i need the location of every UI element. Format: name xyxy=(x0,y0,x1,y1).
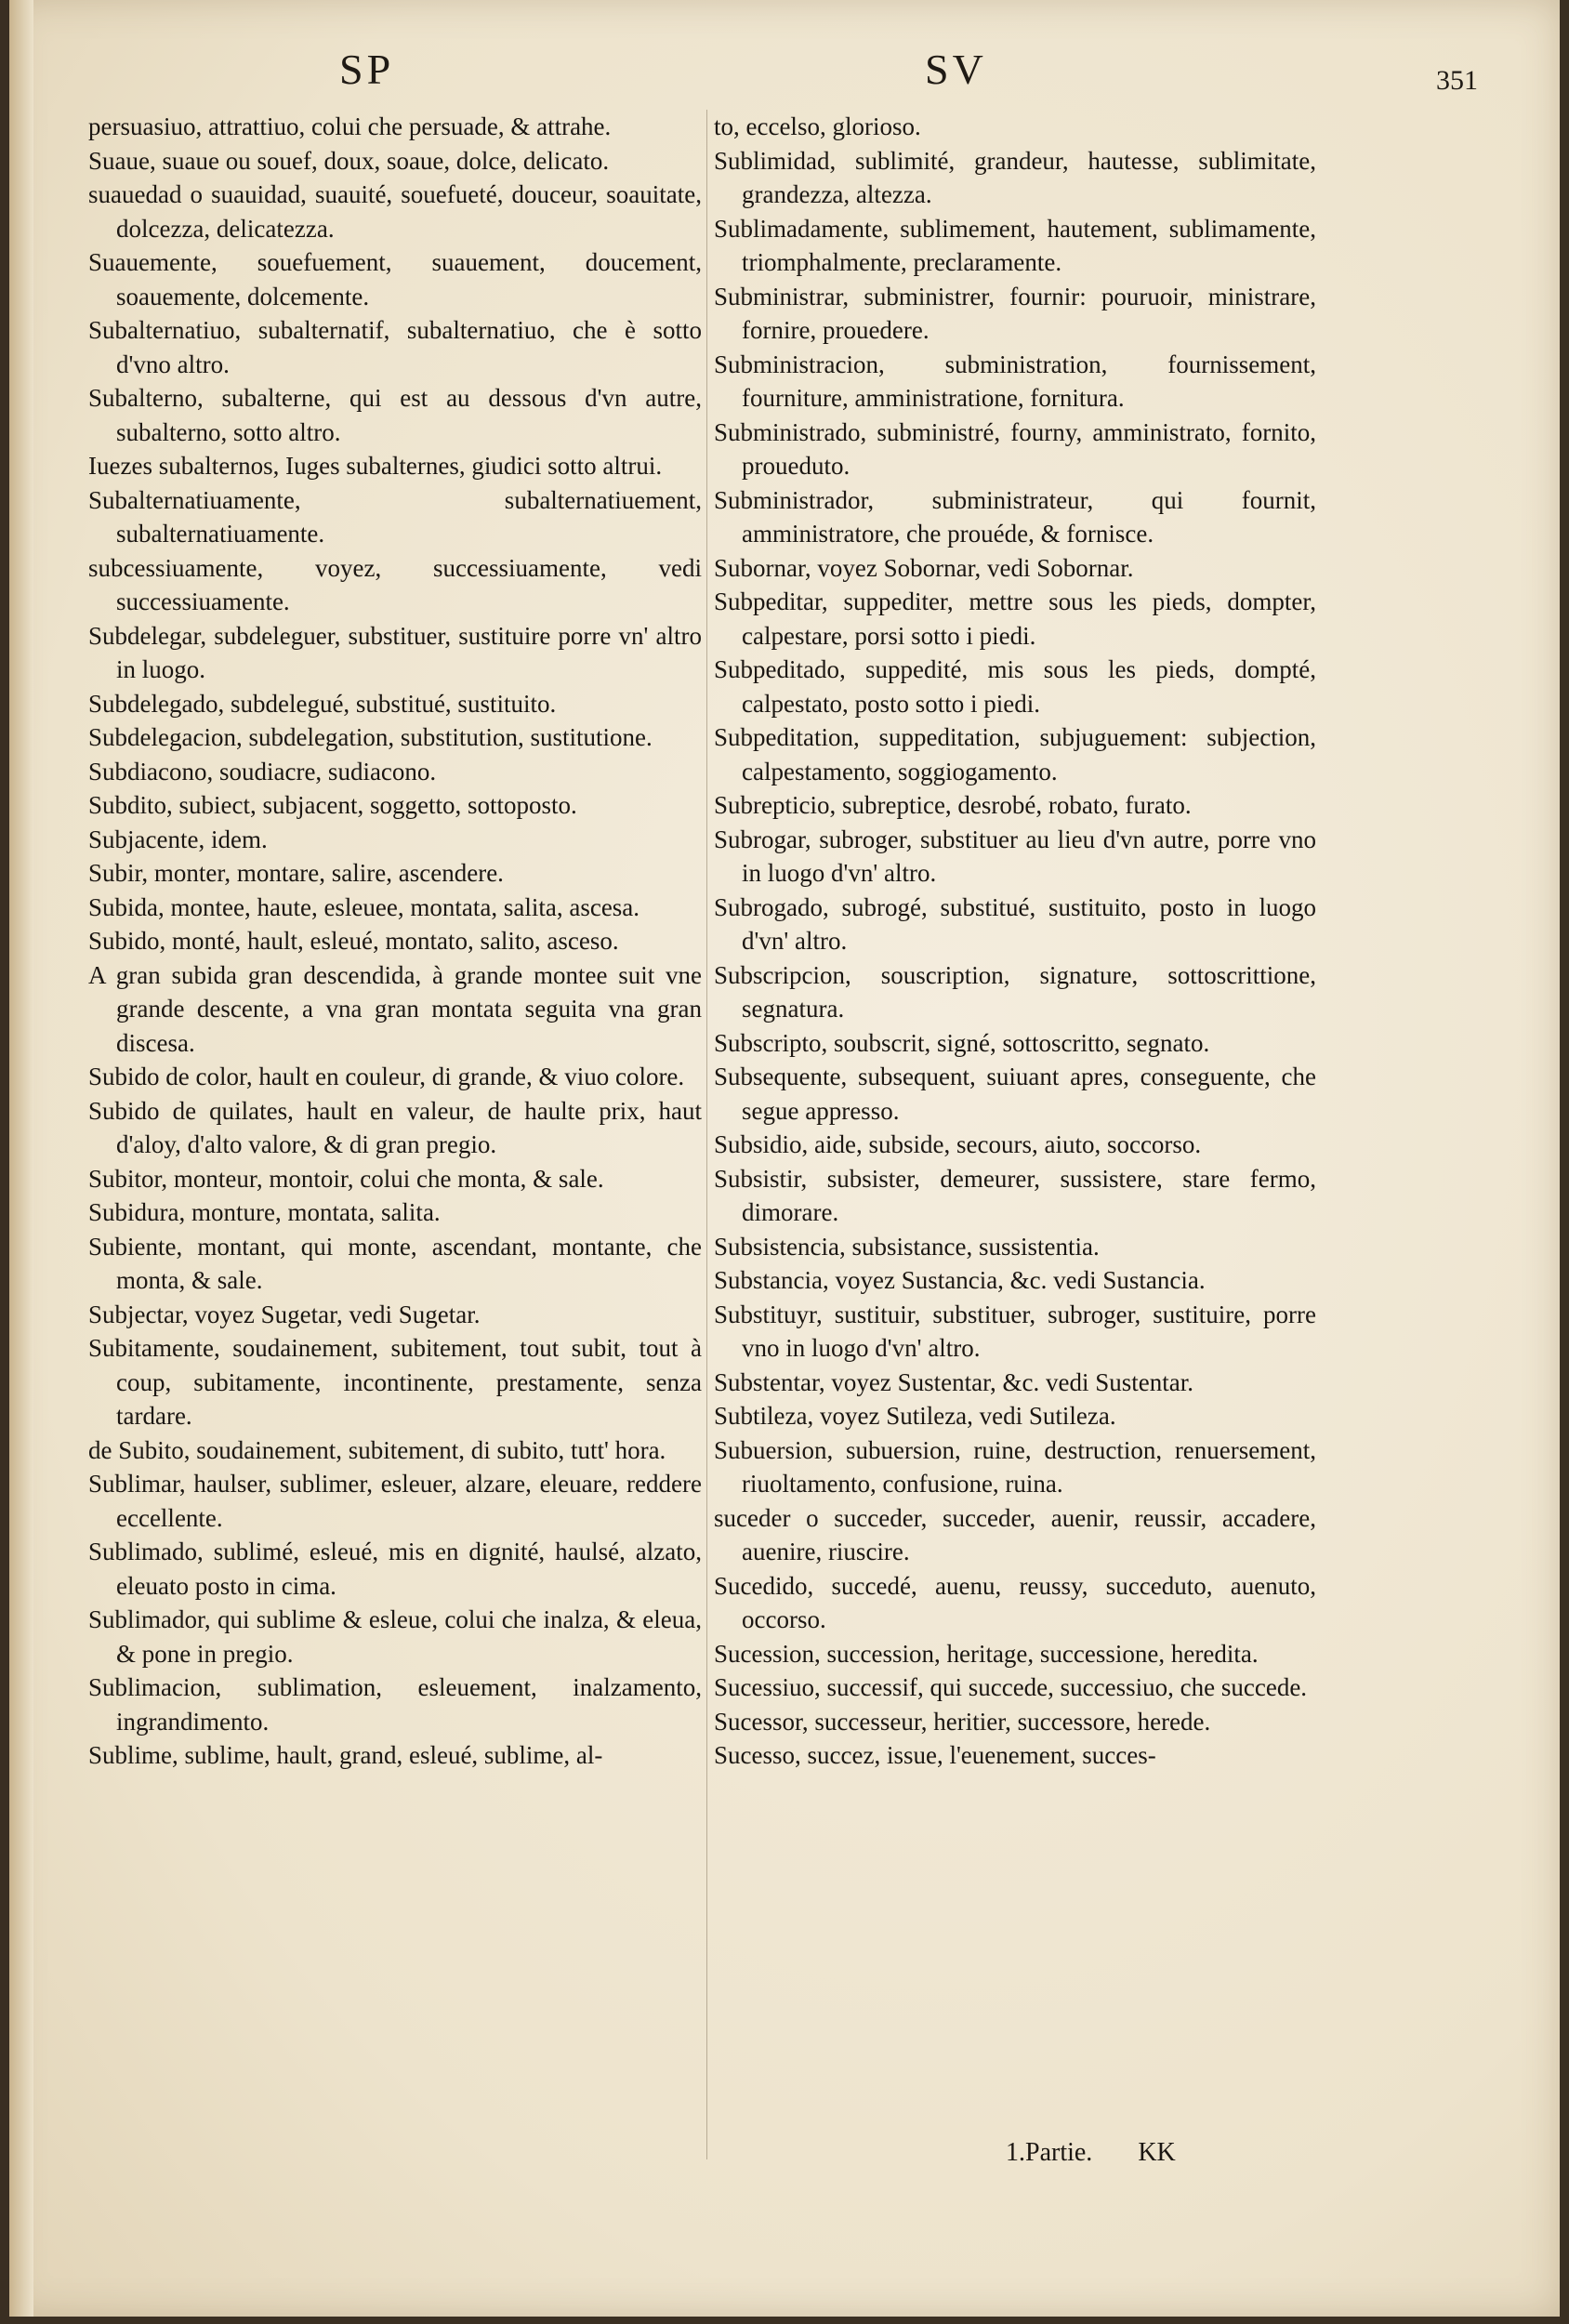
entry-text: Subalternatiuo, subalternatif, subalternatiuo, che è sotto d'vno altro. xyxy=(88,316,702,378)
entry-text: Subido de color, hault en couleur, di grande, & viuo colore. xyxy=(88,1063,685,1090)
dictionary-entry xyxy=(714,1060,1316,1128)
entry-text: Subpeditado, suppedité, mis sous les pieds, dompté, calpestato, posto sotto i piedi. xyxy=(714,655,1316,718)
entry-text: Subrogado, subrogé, substitué, sustituito, posto in luogo d'vn' altro. xyxy=(714,892,1316,955)
dictionary-entry xyxy=(714,1162,1316,1230)
dictionary-entry xyxy=(714,823,1316,891)
dictionary-entry xyxy=(88,1094,702,1162)
dictionary-entry xyxy=(714,1399,1316,1433)
entry-text: Subdiacono, soudiacre, sudiacono. xyxy=(88,757,437,786)
dictionary-entry xyxy=(714,1128,1316,1162)
dictionary-entry xyxy=(88,1298,702,1332)
dictionary-entry xyxy=(88,313,702,381)
dictionary-entry xyxy=(88,110,702,144)
entry-text: Sucession, succession, heritage, successione, heredita. xyxy=(714,1639,1259,1668)
dictionary-entry xyxy=(88,1467,702,1535)
entry-text: Subido, monté, hault, esleué, montato, salito, asceso. xyxy=(88,927,619,955)
entry-text: Subpeditation, suppeditation, subjuguement: subjection, calpestamento, soggiogamento. xyxy=(714,723,1316,786)
dictionary-entry xyxy=(88,924,702,958)
entry-text: Sucessor, successeur, heritier, successore, herede. xyxy=(714,1707,1211,1736)
dictionary-entry xyxy=(88,1603,702,1670)
page-gutter xyxy=(9,0,33,2317)
dictionary-entry xyxy=(714,788,1316,823)
entry-text: Iuezes subalternos, Iuges subalternes, giudici sotto altrui. xyxy=(88,452,663,480)
dictionary-entry xyxy=(88,1738,702,1773)
entry-text: Subrepticio, subreptice, desrobé, robato, furato. xyxy=(714,791,1192,819)
entry-text: Subdito, subiect, subjacent, soggetto, sottoposto. xyxy=(88,791,577,819)
dictionary-entry xyxy=(88,551,702,619)
dictionary-entry xyxy=(714,551,1316,586)
entry-text: Subrogar, subroger, substituer au lieu d'vn autre, porre vno in luogo d'vn' altro. xyxy=(714,825,1316,887)
entry-text: Sucesso, succez, issue, l'euenement, succes- xyxy=(714,1741,1156,1769)
dictionary-entry xyxy=(714,280,1316,348)
entry-text: Subitor, monteur, montoir, colui che monta, & sale. xyxy=(88,1164,604,1193)
entry-text: Subscripto, soubscrit, signé, sottoscritto, segnato. xyxy=(714,1028,1210,1057)
dictionary-entry xyxy=(88,891,702,925)
entry-text: suceder o succeder, succeder, auenir, reussir, accadere, auenire, riuscire. xyxy=(714,1503,1316,1565)
dictionary-entry xyxy=(88,483,702,551)
dictionary-entry xyxy=(714,1738,1316,1773)
dictionary-entry xyxy=(714,212,1316,280)
entry-text: Subalterno, subalterne, qui est au dessous d'vn autre, subalterno, sotto altro. xyxy=(88,384,702,446)
entry-text: Sublimar, haulser, sublimer, esleuer, alzare, eleuare, reddere eccellente. xyxy=(88,1470,702,1532)
part-label: 1.Partie. xyxy=(1006,2138,1093,2167)
dictionary-entry xyxy=(88,1060,702,1094)
entry-text: Suauemente, souefuement, suauement, doucement, soauemente, dolcemente. xyxy=(88,248,702,310)
dictionary-entry xyxy=(714,1230,1316,1264)
dictionary-entry xyxy=(714,416,1316,483)
dictionary-entry xyxy=(88,1162,702,1196)
dictionary-entry xyxy=(714,483,1316,551)
dictionary-entry xyxy=(88,1670,702,1738)
page-number: 351 xyxy=(1436,65,1478,96)
signature-line xyxy=(1006,2138,1176,2168)
dictionary-entry xyxy=(714,1263,1316,1298)
dictionary-entry xyxy=(88,1331,702,1433)
dictionary-entry xyxy=(714,891,1316,958)
entry-text: Sublime, sublime, hault, grand, esleué, sublime, al- xyxy=(88,1741,603,1769)
left-column xyxy=(88,110,702,1773)
entry-text: Subiente, montant, qui monte, ascendant, montante, che monta, & sale. xyxy=(88,1232,702,1294)
entry-text: de Subito, soudainement, subitement, di subito, tutt' hora. xyxy=(88,1435,666,1464)
entry-text: Sucessiuo, successif, qui succede, successiuo, che succede. xyxy=(714,1673,1308,1701)
dictionary-entry xyxy=(714,144,1316,212)
book-page xyxy=(9,0,1560,2317)
dictionary-entry xyxy=(88,788,702,823)
entry-text: Subpeditar, suppediter, mettre sous les pieds, dompter, calpestare, porsi sotto i piedi. xyxy=(714,588,1316,650)
dictionary-entry xyxy=(88,619,702,687)
entry-text: Substentar, voyez Sustentar, &c. vedi Sustentar. xyxy=(714,1367,1193,1396)
entry-text: Subtileza, voyez Sutileza, vedi Sutileza. xyxy=(714,1402,1116,1430)
running-head-left: SP xyxy=(339,46,395,93)
entry-text: subcessiuamente, voyez, successiuamente, vedi successiuamente. xyxy=(88,553,702,615)
dictionary-entry xyxy=(714,110,1316,144)
entry-text: Subida, montee, haute, esleuee, montata, salita, ascesa. xyxy=(88,892,640,921)
entry-text: Substituyr, sustituir, substituer, subroger, sustituire, porre vno in luogo d'vn' altro. xyxy=(714,1300,1316,1362)
entry-text: Sublimidad, sublimité, grandeur, hautesse, sublimitate, grandezza, altezza. xyxy=(714,146,1316,208)
entry-text: Sublimacion, sublimation, esleuement, inalzamento, ingrandimento. xyxy=(88,1673,702,1736)
entry-text: Subministrado, subministré, fourny, amministrato, fornito, proueduto. xyxy=(714,417,1316,480)
dictionary-entry xyxy=(714,653,1316,720)
dictionary-entry xyxy=(88,958,702,1061)
entry-text: Subitamente, soudainement, subitement, tout subit, tout à coup, subitamente, incontinente, prestamente, senza tardare. xyxy=(88,1334,702,1430)
entry-text: Sublimador, qui sublime & esleue, colui che inalza, & eleua, & pone in pregio. xyxy=(88,1605,702,1668)
dictionary-entry xyxy=(714,1366,1316,1400)
dictionary-entry xyxy=(88,720,702,755)
dictionary-entry xyxy=(88,1230,702,1298)
entry-text: Subdelegacion, subdelegation, substitution, sustitutione. xyxy=(88,723,653,751)
dictionary-entry xyxy=(714,1433,1316,1501)
dictionary-entry xyxy=(714,1501,1316,1569)
entry-text: Subdelegar, subdeleguer, substituer, sustituire porre vn' altro in luogo. xyxy=(88,621,702,683)
dictionary-entry xyxy=(88,178,702,245)
entry-text: Subido de quilates, hault en valeur, de haulte prix, haut d'aloy, d'alto valore, & di gran pregio. xyxy=(88,1096,702,1158)
entry-text: Subsistir, subsister, demeurer, sussistere, stare fermo, dimorare. xyxy=(714,1164,1316,1226)
entry-text: Subdelegado, subdelegué, substitué, sustituito. xyxy=(88,689,557,718)
dictionary-entry xyxy=(88,1433,702,1468)
entry-text: Subsidio, aide, subside, secours, aiuto, soccorso. xyxy=(714,1130,1202,1158)
dictionary-entry xyxy=(88,856,702,891)
entry-text: Subuersion, subuersion, ruine, destruction, renuersement, riuoltamento, confusione, ruina. xyxy=(714,1435,1316,1498)
dictionary-entry xyxy=(714,1670,1316,1705)
entry-text: Subjacente, idem. xyxy=(88,825,268,853)
dictionary-entry xyxy=(714,1637,1316,1671)
dictionary-entry xyxy=(88,1195,702,1230)
dictionary-entry xyxy=(88,1535,702,1603)
dictionary-entry xyxy=(88,755,702,789)
entry-text: Subsequente, subsequent, suiuant apres, conseguente, che segue appresso. xyxy=(714,1063,1316,1125)
entry-text: Subir, monter, montare, salire, ascendere. xyxy=(88,859,504,887)
entry-text: Substancia, voyez Sustancia, &c. vedi Sustancia. xyxy=(714,1266,1206,1294)
entry-text: Sublimado, sublimé, esleué, mis en dignité, haulsé, alzato, eleuato posto in cima. xyxy=(88,1538,702,1600)
entry-text: Subalternatiuamente, subalternatiuement, subalternatiuamente. xyxy=(88,485,702,548)
entry-text: Sucedido, succedé, auenu, reussy, succeduto, auenuto, occorso. xyxy=(714,1571,1316,1633)
dictionary-entry xyxy=(88,144,702,178)
dictionary-entry xyxy=(88,245,702,313)
running-head-right: SV xyxy=(925,46,987,93)
entry-text: Subministracion, subministration, fournissement, fourniture, amministratione, fornitura. xyxy=(714,350,1316,412)
entry-text: Subornar, voyez Sobornar, vedi Sobornar. xyxy=(714,553,1134,582)
column-divider xyxy=(706,110,707,2159)
entry-text: Suaue, suaue ou souef, doux, soaue, dolce, delicato. xyxy=(88,146,610,175)
signature-mark: KK xyxy=(1138,2138,1176,2167)
entry-text: Subsistencia, subsistance, sussistentia. xyxy=(714,1232,1100,1261)
entry-text: suauedad o suauidad, suauité, souefueté, douceur, soauitate, dolcezza, delicatezza. xyxy=(88,180,702,243)
entry-text: persuasiuo, attrattiuo, colui che persuade, & attrahe. xyxy=(88,112,612,140)
dictionary-entry xyxy=(714,720,1316,788)
entry-text: Subidura, monture, montata, salita. xyxy=(88,1198,441,1226)
dictionary-entry xyxy=(88,381,702,449)
dictionary-entry xyxy=(88,823,702,857)
dictionary-entry xyxy=(714,348,1316,416)
entry-text: to, eccelso, glorioso. xyxy=(714,112,921,140)
entry-text: Subscripcion, souscription, signature, sottoscrittione, segnatura. xyxy=(714,960,1316,1023)
dictionary-entry xyxy=(88,687,702,721)
dictionary-entry xyxy=(714,1026,1316,1061)
entry-text: A gran subida gran descendida, à grande montee suit vne grande descente, a vna gran montata seguita vna gran discesa. xyxy=(88,960,702,1057)
dictionary-entry xyxy=(714,958,1316,1026)
entry-text: Subministrador, subministrateur, qui fournit, amministratore, che prouéde, & fornisce. xyxy=(714,485,1316,548)
entry-text: Subministrar, subministrer, fournir: pouruoir, ministrare, fornire, prouedere. xyxy=(714,282,1316,344)
right-column xyxy=(714,110,1316,1773)
dictionary-entry xyxy=(88,449,702,483)
dictionary-entry xyxy=(714,1298,1316,1366)
entry-text: Subjectar, voyez Sugetar, vedi Sugetar. xyxy=(88,1300,481,1328)
entry-text: Sublimadamente, sublimement, hautement, sublimamente, triomphalmente, preclaramente. xyxy=(714,214,1316,276)
dictionary-entry xyxy=(714,1705,1316,1739)
dictionary-entry xyxy=(714,1569,1316,1637)
dictionary-entry xyxy=(714,585,1316,653)
